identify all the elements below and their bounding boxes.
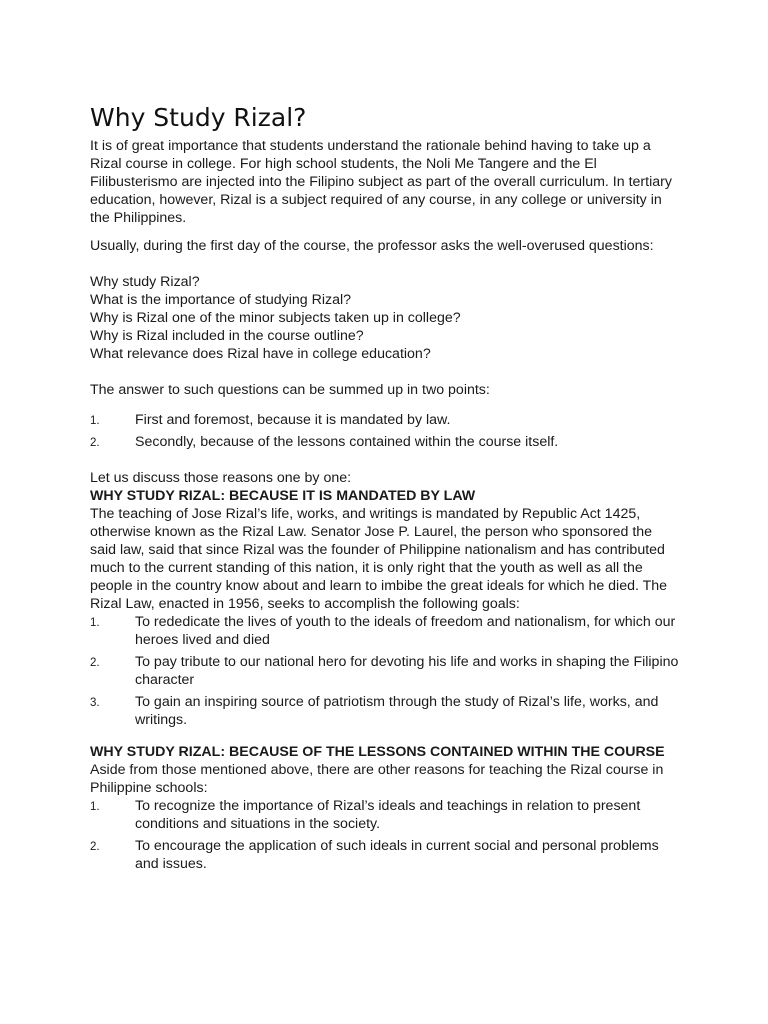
list-text: First and foremost, because it is mandated by law. [135,412,451,428]
list-number: 2. [90,841,100,853]
list-text: To recognize the importance of Rizal’s ideals and teachings in relation to present conditions and situations in the society. [135,798,641,832]
document-content [90,102,682,877]
list-item [90,837,682,873]
list-item [90,411,682,429]
page-title: Why Study Rizal? [90,103,307,132]
list-number: 1. [90,801,100,813]
list-number: 2. [90,437,100,449]
intro-paragraph: It is of great importance that students understand the rationale behind having to take up a Rizal course in college. For high school students, the Noli Me Tangere and the El Filibusterismo are injected into the Filipino subject as part of the overall curriculum. In tertiary education, however, Rizal is a subject required of any course, in any college or university in the Philippines. [90,138,672,226]
list-text: To rededicate the lives of youth to the ideals of freedom and nationalism, for which our heroes lived and died [135,614,676,648]
points-list [90,411,682,451]
section2-body: Aside from those mentioned above, there are other reasons for teaching the Rizal course in Philippine schools: [90,762,664,796]
list-item [90,433,682,451]
list-number: 1. [90,617,100,629]
list-number: 1. [90,415,100,427]
lessons-list [90,797,682,873]
question-item: Why study Rizal? [90,274,200,290]
list-text: Secondly, because of the lessons contained within the course itself. [135,434,559,450]
list-item [90,653,682,689]
list-item [90,797,682,833]
question-item: Why is Rizal included in the course outline? [90,328,364,344]
list-item [90,693,682,729]
list-text: To encourage the application of such ideals in current social and personal problems and issues. [135,838,659,872]
discuss-line: Let us discuss those reasons one by one: [90,470,352,486]
section2-heading: WHY STUDY RIZAL: BECAUSE OF THE LESSONS CONTAINED WITHIN THE COURSE [90,744,665,760]
question-item: What is the importance of studying Rizal? [90,292,352,308]
question-item: What relevance does Rizal have in college education? [90,346,431,362]
list-text: To gain an inspiring source of patriotism through the study of Rizal’s life, works, and writings. [135,694,659,728]
list-text: To pay tribute to our national hero for devoting his life and works in shaping the Filipino character [135,654,679,688]
list-item [90,613,682,649]
list-number: 2. [90,657,100,669]
section1-body: The teaching of Jose Rizal’s life, works, and writings is mandated by Republic Act 1425, otherwise known as the Rizal Law. Senator Jose P. Laurel, the person who sponsored the said law, said that since Rizal was the founder of Philippine nationalism and has contributed much to the current standing of this nation, it is only right that the youth as well as all the people in the country know about and learn to imbibe the great ideals for which he died. The Rizal Law, enacted in 1956, seeks to accomplish the following goals: [90,506,668,612]
goals-list [90,613,682,729]
section1-heading: WHY STUDY RIZAL: BECAUSE IT IS MANDATED BY LAW [90,488,476,504]
question-item: Why is Rizal one of the minor subjects taken up in college? [90,310,461,326]
usually-paragraph: Usually, during the first day of the course, the professor asks the well-overused questions: [90,238,654,254]
list-number: 3. [90,697,100,709]
question-list [90,273,682,363]
answer-intro: The answer to such questions can be summed up in two points: [90,382,490,398]
